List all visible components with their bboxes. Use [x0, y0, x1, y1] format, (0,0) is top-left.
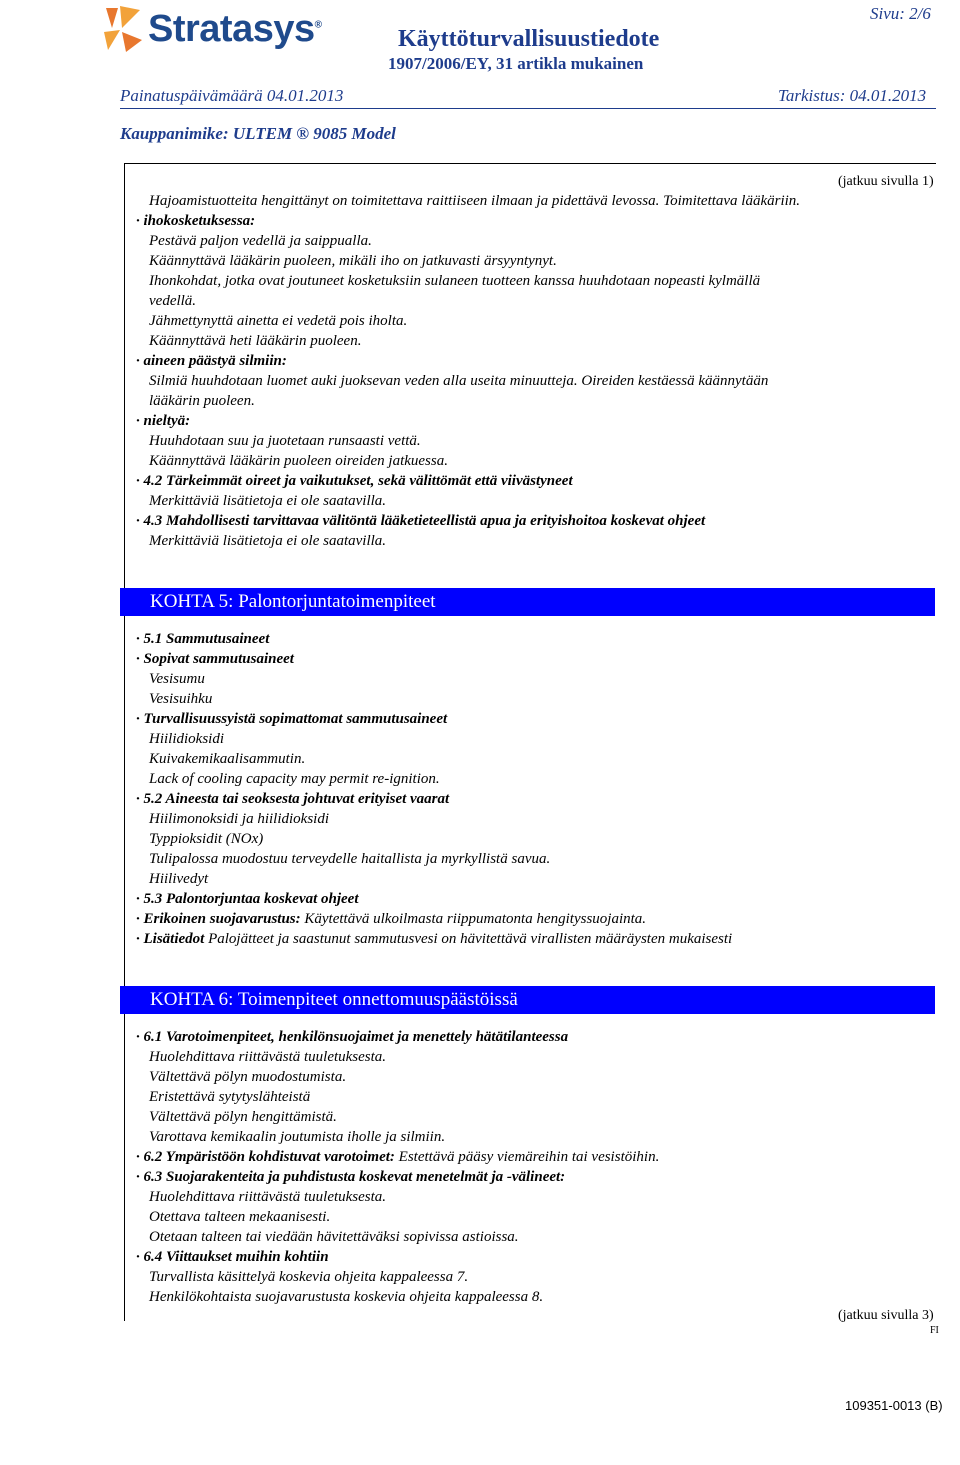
s5-line: Typpioksidit (NOx) — [149, 831, 264, 847]
s4-line: Jähmettynyttä ainetta ei vedetä pois iholta. — [149, 313, 408, 329]
language-code: FI — [930, 1325, 939, 1336]
s5-line: · Erikoinen suojavarustus: Käytettävä ulkoilmasta riippumatonta hengityssuojainta. — [136, 911, 647, 927]
logo-mark-icon — [100, 4, 146, 54]
s5-subheading: · 5.1 Sammutusaineet — [136, 631, 270, 647]
continued-to-note: (jatkuu sivulla 3) — [838, 1308, 934, 1323]
s5-subheading: · Turvallisuussyistä sopimattomat sammutusaineet — [136, 711, 448, 727]
s5-subheading: · Sopivat sammutusaineet — [136, 651, 294, 667]
page-number: Sivu: 2/6 — [870, 4, 931, 23]
s4-line: lääkärin puoleen. — [149, 393, 255, 409]
document-subtitle: 1907/2006/EY, 31 artikla mukainen — [388, 54, 644, 73]
s4-subheading: · ihokosketuksessa: — [136, 213, 256, 229]
s4-line: vedellä. — [149, 293, 197, 309]
s5-line: Hiilivedyt — [149, 871, 209, 887]
logo-wordmark: Stratasys® — [148, 8, 322, 50]
s4-line: Ihonkohdat, jotka ovat joutuneet kosketuksiin sulaneen tuotteen kanssa huuhdotaan nopeasti kylmällä — [149, 273, 761, 289]
s4-line: Huuhdotaan suu ja juotetaan runsaasti vettä. — [149, 433, 421, 449]
s4-line: Käännyttävä lääkärin puoleen oireiden jatkuessa. — [149, 453, 448, 469]
s6-line: Vältettävä pölyn hengittämistä. — [149, 1109, 337, 1125]
s6-line: Henkilökohtaista suojavarustusta koskevia ohjeita kappaleessa 8. — [149, 1289, 544, 1305]
s5-subheading: · 5.2 Aineesta tai seoksesta johtuvat erityiset vaarat — [136, 791, 450, 807]
document-number: 109351-0013 (B) — [845, 1398, 943, 1413]
revision-date: Tarkistus: 04.01.2013 — [778, 86, 927, 105]
s6-subheading: · 6.4 Viittaukset muihin kohtiin — [136, 1249, 329, 1265]
print-date: Painatuspäivämäärä 04.01.2013 — [120, 86, 344, 105]
s6-line: Eristettävä sytytyslähteistä — [149, 1089, 311, 1105]
s4-line: Käännyttävä lääkärin puoleen, mikäli iho on jatkuvasti ärsyyntynyt. — [149, 253, 557, 269]
s4-line: Merkittäviä lisätietoja ei ole saatavilla. — [149, 493, 387, 509]
section-5-heading: KOHTA 5: Palontorjuntatoimenpiteet — [120, 588, 935, 616]
s5-line: Lack of cooling capacity may permit re-ignition. — [149, 771, 440, 787]
s6-subheading: · 6.3 Suojarakenteita ja puhdistusta koskevat menetelmät ja -välineet: — [136, 1169, 566, 1185]
s6-line: Turvallista käsittelyä koskevia ohjeita kappaleessa 7. — [149, 1269, 469, 1285]
header-divider — [120, 108, 936, 109]
s4-line: Hajoamistuotteita hengittänyt on toimitettava raittiiseen ilmaan ja pidettävä levossa. Toimitettava lääkäriin. — [149, 193, 801, 209]
s4-subheading: · aineen päästyä silmiin: — [136, 353, 287, 369]
s4-subheading: · 4.2 Tärkeimmät oireet ja vaikutukset, sekä välittömät että viivästyneet — [136, 473, 573, 489]
s5-line: Vesisumu — [149, 671, 205, 687]
s4-line: Pestävä paljon vedellä ja saippualla. — [149, 233, 372, 249]
s6-line: Huolehdittava riittävästä tuuletuksesta. — [149, 1049, 387, 1065]
s5-line: Hiilidioksidi — [149, 731, 224, 747]
continued-from-note: (jatkuu sivulla 1) — [838, 174, 934, 189]
s6-line: Varottava kemikaalin joutumista iholle ja silmiin. — [149, 1129, 446, 1145]
s6-line: · 6.2 Ympäristöön kohdistuvat varotoimet: Estettävä pääsy viemäreihin tai vesistöihin. — [136, 1149, 660, 1165]
stratasys-logo — [100, 4, 330, 60]
s5-line: Hiilimonoksidi ja hiilidioksidi — [149, 811, 329, 827]
s6-subheading: · 6.1 Varotoimenpiteet, henkilönsuojaimet ja menettely hätätilanteessa — [136, 1029, 569, 1045]
s6-line: Otettava talteen mekaanisesti. — [149, 1209, 331, 1225]
s5-line: · Lisätiedot Palojätteet ja saastunut sammutusvesi on hävitettävä virallisten määräysten mukaisesti — [136, 931, 733, 947]
s5-line: Vesisuihku — [149, 691, 213, 707]
s4-line: Silmiä huuhdotaan luomet auki juoksevan veden alla useita minuutteja. Oireiden kestäessä käännytään — [149, 373, 769, 389]
s5-line: Kuivakemikaalisammutin. — [149, 751, 306, 767]
s4-line: Käännyttävä heti lääkärin puoleen. — [149, 333, 362, 349]
section-6-heading: KOHTA 6: Toimenpiteet onnettomuuspäästöissä — [120, 986, 935, 1014]
s4-subheading: · nieltyä: — [136, 413, 191, 429]
s4-line: Merkittäviä lisätietoja ei ole saatavilla. — [149, 533, 387, 549]
s5-subheading: · 5.3 Palontorjuntaa koskevat ohjeet — [136, 891, 359, 907]
s4-subheading: · 4.3 Mahdollisesti tarvittavaa välitöntä lääketieteellistä apua ja erityishoitoa koskevat ohjeet — [136, 513, 706, 529]
product-name: Kauppanimike: ULTEM ® 9085 Model — [120, 124, 396, 143]
document-title: Käyttöturvallisuustiedote — [398, 26, 660, 52]
s6-line: Huolehdittava riittävästä tuuletuksesta. — [149, 1189, 387, 1205]
s6-line: Vältettävä pölyn muodostumista. — [149, 1069, 347, 1085]
s6-line: Otetaan talteen tai viedään hävitettäväksi sopivissa astioissa. — [149, 1229, 519, 1245]
s5-line: Tulipalossa muodostuu terveydelle haitallista ja myrkyllistä savua. — [149, 851, 551, 867]
